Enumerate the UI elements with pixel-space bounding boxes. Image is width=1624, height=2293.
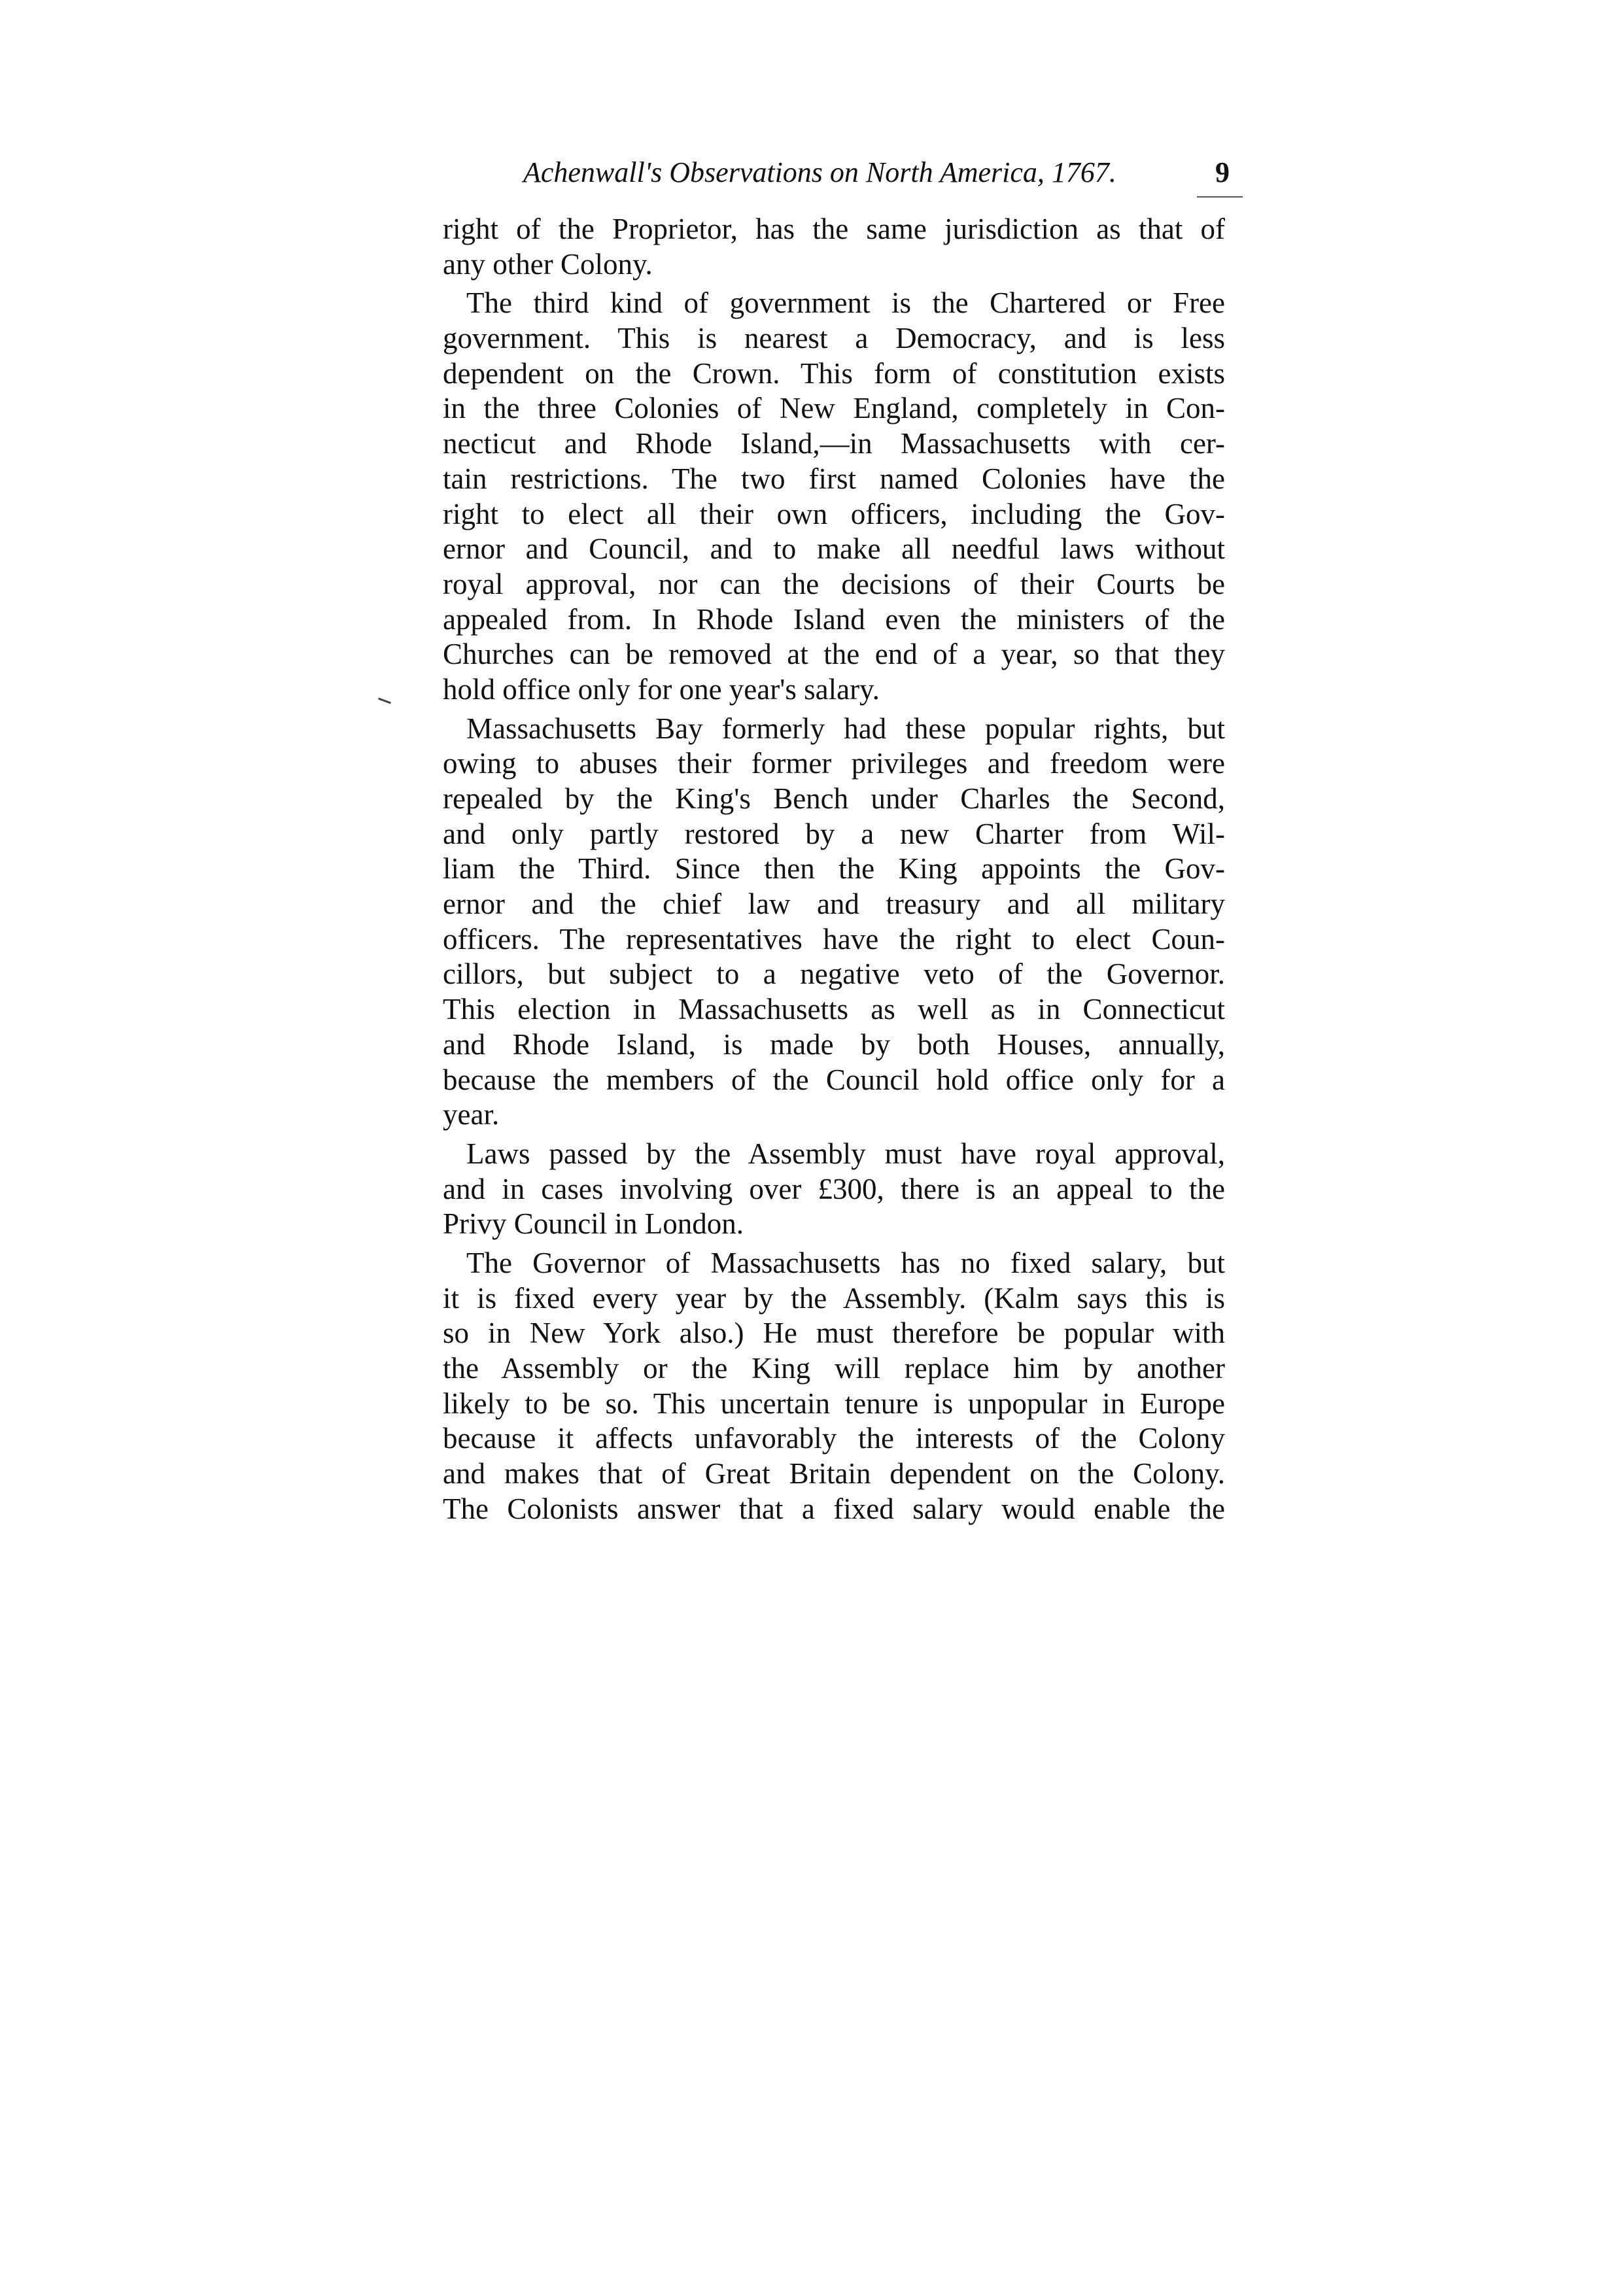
text-line: hold office only for one year's salary. [443,672,880,706]
text-line: in the three Colonies of New England, completely in Con- [443,392,1225,425]
text-line: so in New York also.) He must therefore be popular with [443,1317,1225,1350]
text-line: necticut and Rhode Island,—in Massachusetts with cer- [443,427,1225,460]
text-line: appealed from. In Rhode Island even the ministers of the [443,602,1225,636]
text-line: any other Colony. [443,247,653,281]
text-line: and makes that of Great Britain dependent on the Colony. [443,1457,1225,1491]
text-line: right to elect all their own officers, including the Gov- [443,497,1225,530]
paragraph [443,712,1225,1133]
text-line: and in cases involving over £300, there is an appeal to the [443,1172,1225,1205]
running-title: Achenwall's Observations on North America, 1767. [523,156,1116,188]
text-line: Churches can be removed at the end of a year, so that they [443,638,1225,671]
margin-mark [378,698,391,704]
text-line: the Assembly or the King will replace him by another [443,1352,1225,1385]
page-number: 9 [1215,156,1230,188]
text-line: ernor and Council, and to make all needful laws without [443,532,1225,566]
text-line: repealed by the King's Bench under Charles the Second, [443,782,1225,815]
text-line: The Colonists answer that a fixed salary would enable the [443,1492,1225,1525]
text-line: government. This is nearest a Democracy, and is less [443,322,1225,355]
text-line: tain restrictions. The two first named Colonies have the [443,462,1225,495]
text-line: cillors, but subject to a negative veto of the Governor. [443,957,1225,991]
paragraph [443,1246,1225,1527]
text-line: it is fixed every year by the Assembly. (Kalm says this is [443,1281,1225,1315]
text-line: right of the Proprietor, has the same jurisdiction as that of [443,213,1225,245]
text-line: and Rhode Island, is made by both Houses, annually, [443,1027,1225,1061]
text-line: liam the Third. Since then the King appoints the Gov- [443,852,1225,886]
paragraph [443,286,1225,707]
page-body [443,212,1225,1530]
paragraph [443,212,1225,282]
text-line: This election in Massachusetts as well as in Connecticut [443,993,1225,1026]
text-line: Privy Council in London. [443,1207,744,1241]
text-line: because it affects unfavorably the interests of the Colony [443,1422,1225,1455]
text-line: year. [443,1098,500,1131]
text-line: dependent on the Crown. This form of constitution exists [443,356,1225,390]
text-line: and only partly restored by a new Charter from Wil- [443,817,1225,850]
text-line: owing to abuses their former privileges and freedom were [443,747,1225,780]
text-line: Laws passed by the Assembly must have royal approval, [466,1137,1225,1170]
header-rule [1197,196,1243,198]
text-line: because the members of the Council hold office only for a [443,1063,1225,1096]
running-header [523,156,1230,192]
paragraph [443,1137,1225,1242]
text-line: ernor and the chief law and treasury and all military [443,888,1225,921]
text-line: Massachusetts Bay formerly had these popular rights, but [466,712,1225,745]
text-line: royal approval, nor can the decisions of their Courts be [443,567,1225,600]
text-line: The Governor of Massachusetts has no fixed salary, but [466,1246,1225,1279]
text-line: The third kind of government is the Chartered or Free [466,286,1225,320]
text-line: likely to be so. This uncertain tenure is unpopular in Europe [443,1387,1225,1420]
text-line: officers. The representatives have the right to elect Coun- [443,922,1225,956]
